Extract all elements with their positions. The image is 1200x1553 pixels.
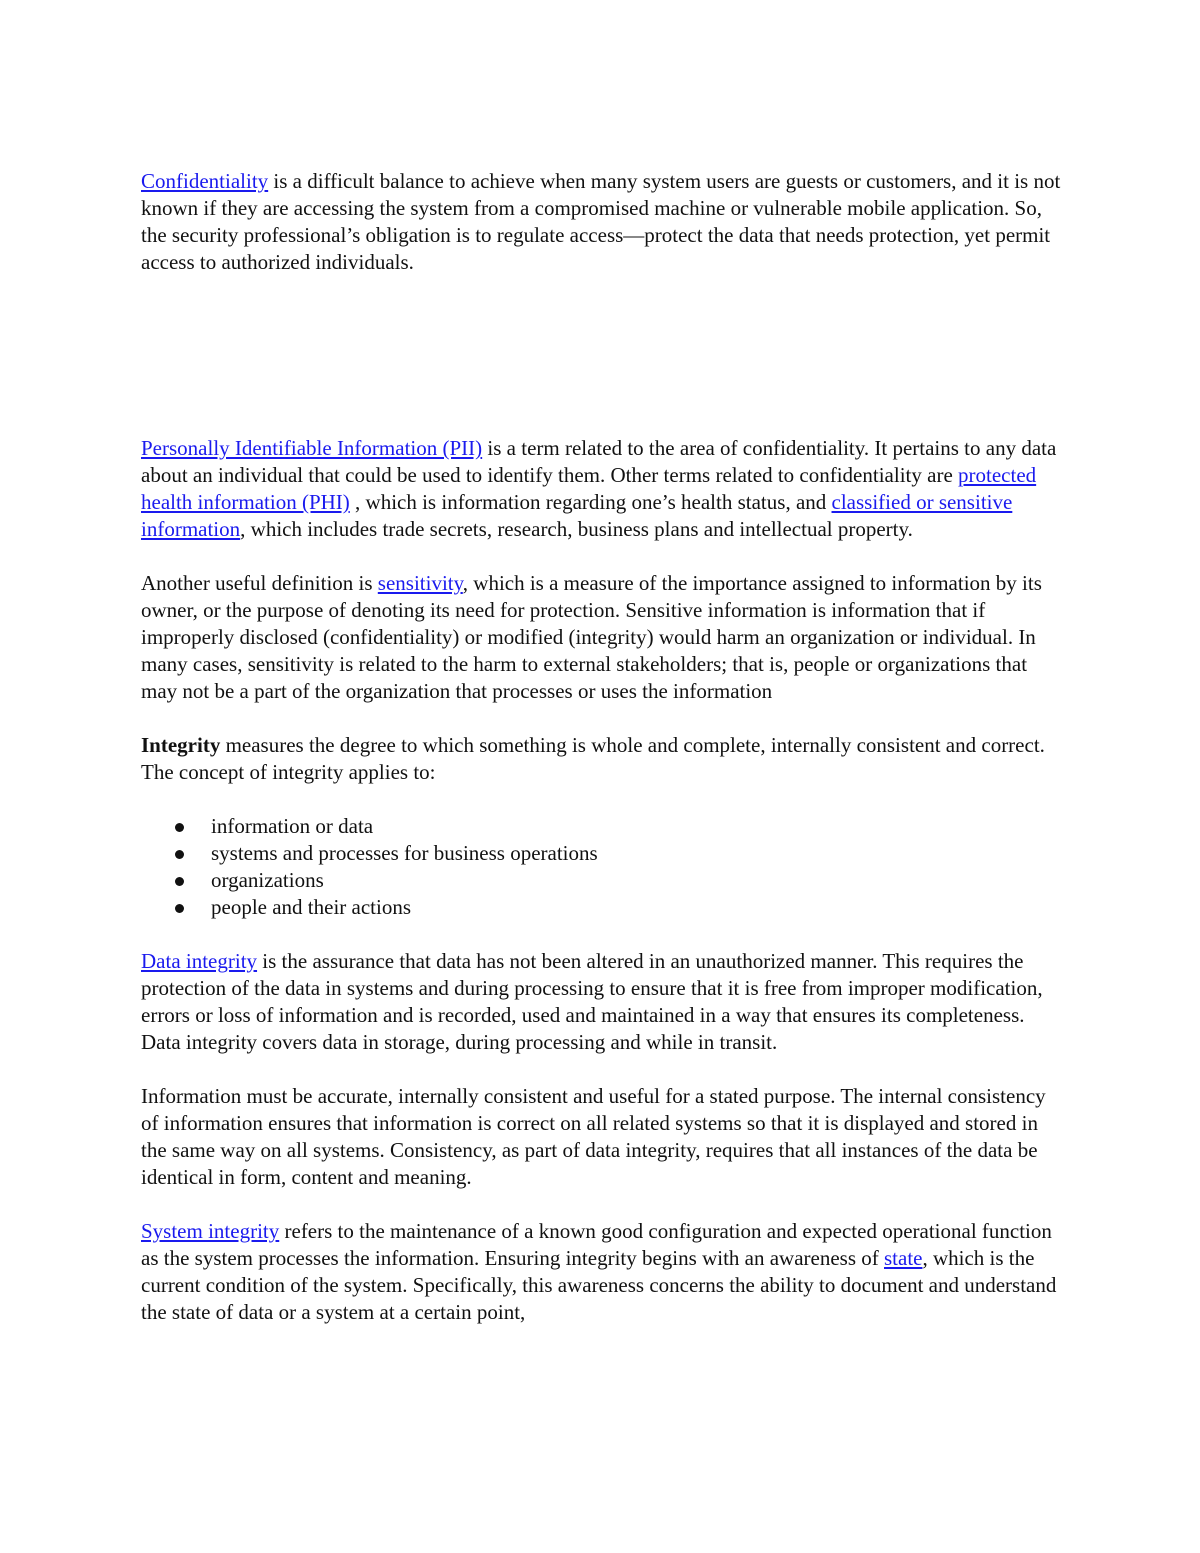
list-item-text: organizations xyxy=(211,868,324,892)
paragraph-text: is the assurance that data has not been altered in an unauthorized manner. This requires the protection of the data in systems and during processing to ensure that it is free from improper modification, errors or loss of information and is recorded, used and maintained in a way that ensures its completeness. Data integrity covers data in storage, during processing and while in transit. xyxy=(141,949,1043,1054)
link-pii[interactable]: Personally Identifiable Information (PII) xyxy=(141,436,483,460)
paragraph-text: refers to the maintenance of a known good configuration and expected operational function as the system processes the information. Ensuring integrity begins with an awareness of xyxy=(141,1219,1052,1270)
bullet-icon xyxy=(175,877,184,886)
paragraph-text: measures the degree to which something is whole and complete, internally consistent and correct. The concept of integrity applies to: xyxy=(141,733,1045,784)
paragraph-information-accuracy xyxy=(141,1083,1066,1191)
list-item xyxy=(141,813,1066,840)
paragraph-confidentiality xyxy=(141,168,1066,276)
paragraph-text: , which includes trade secrets, research, business plans and intellectual property. xyxy=(240,517,913,541)
paragraph-sensitivity xyxy=(141,570,1066,705)
link-state[interactable]: state xyxy=(884,1246,923,1270)
paragraph-text: , which is a measure of the importance assigned to information by its owner, or the purpose of denoting its need for protection. Sensitive information is information that if improperly disclosed (confidentiality) or modified (integrity) would harm an organization or individual. In many cases, sensitivity is related to the harm to external stakeholders; that is, people or organizations that may not be a part of the organization that processes or uses the information xyxy=(141,571,1042,703)
list-item xyxy=(141,867,1066,894)
list-item xyxy=(141,840,1066,867)
paragraph-data-integrity xyxy=(141,948,1066,1056)
paragraph-text: Information must be accurate, internally consistent and useful for a stated purpose. The internal consistency of information ensures that information is correct on all related systems so that it is displayed and stored in the same way on all systems. Consistency, as part of data integrity, requires that all instances of the data be identical in form, content and meaning. xyxy=(141,1084,1046,1189)
paragraph-text: is a difficult balance to achieve when many system users are guests or customers, and it is not known if they are accessing the system from a compromised machine or vulnerable mobile application. So, the security professional’s obligation is to regulate access—protect the data that needs protection, yet permit access to authorized individuals. xyxy=(141,169,1061,274)
integrity-bullet-list xyxy=(141,813,1066,921)
link-confidentiality[interactable]: Confidentiality xyxy=(141,169,269,193)
list-item-text: people and their actions xyxy=(211,895,412,919)
paragraph-pii xyxy=(141,435,1066,543)
list-item xyxy=(141,894,1066,921)
list-item-text: information or data xyxy=(211,814,374,838)
bullet-icon xyxy=(175,850,184,859)
bullet-icon xyxy=(175,823,184,832)
bullet-icon xyxy=(175,904,184,913)
paragraph-text: Another useful definition is xyxy=(141,571,378,595)
paragraph-system-integrity xyxy=(141,1218,1066,1326)
link-sensitivity[interactable]: sensitivity xyxy=(377,571,463,595)
link-phi[interactable]: protected health information (PHI) xyxy=(141,463,1037,514)
list-item-text: systems and processes for business operations xyxy=(211,841,598,865)
document-page xyxy=(141,168,1066,1326)
term-integrity: Integrity xyxy=(141,733,221,757)
link-data-integrity[interactable]: Data integrity xyxy=(141,949,258,973)
paragraph-text: is a term related to the area of confidentiality. It pertains to any data about an individual that could be used to identify them. Other terms related to confidentiality are xyxy=(141,436,1057,487)
paragraph-text: , which is information regarding one’s health status, and xyxy=(349,490,832,514)
link-system-integrity[interactable]: System integrity xyxy=(141,1219,280,1243)
paragraph-text: , which is the current condition of the system. Specifically, this awareness concerns the ability to document and understand the state of data or a system at a certain point, xyxy=(141,1246,1057,1324)
link-classified-information[interactable]: classified or sensitive information xyxy=(141,490,1013,541)
paragraph-integrity xyxy=(141,732,1066,786)
